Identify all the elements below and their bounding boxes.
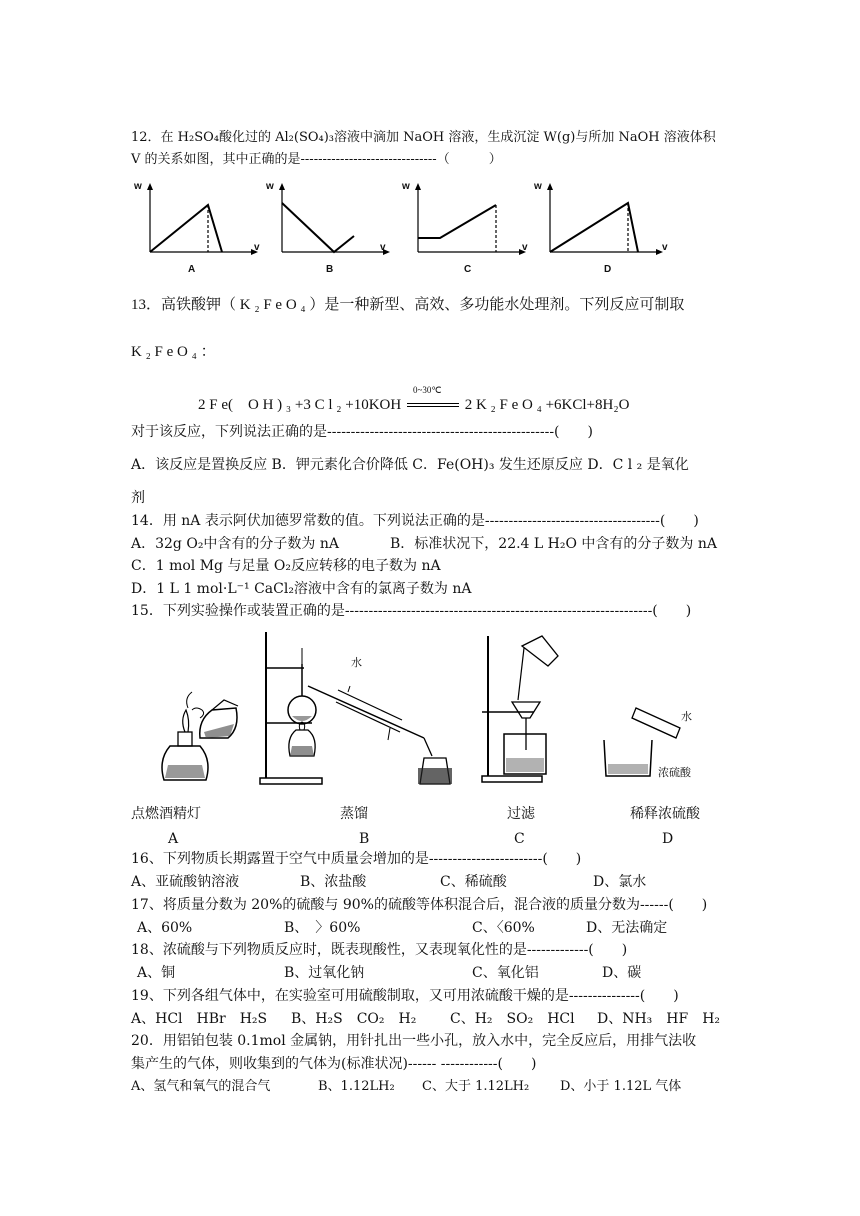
caption-c: 过滤 (507, 806, 535, 822)
graph-c-plot (398, 178, 528, 278)
q18-option-b: B、过氧化钠 (284, 965, 365, 981)
q18-line1: 18、浓硫酸与下列物质反应时，既表现酸性，又表现氧化性的是-------------( ) (131, 942, 628, 958)
q13-eq-arrow (405, 384, 461, 413)
q17-option-a: A、60% (137, 920, 193, 936)
q13-line1: 13．高铁酸钾（ K ₂ F e O ₄ ）是一种新型、高效、多功能水处理剂。下列反应可制取 (131, 297, 685, 313)
q20-option-b: B、1.12LH₂ (318, 1079, 395, 1094)
q13-line3: 对于该反应，下列说法正确的是------------------------------------------------( ) (131, 424, 593, 440)
letter-a: A (168, 831, 179, 847)
q16-option-c: C、稀硫酸 (440, 874, 507, 890)
q12-line2: V 的关系如图，其中正确的是-------------------------------（ ） (131, 152, 502, 167)
graph-b-letter: B (326, 264, 334, 275)
distillation-figure (252, 628, 452, 788)
q14-line1: 14．用 nA 表示阿伏加德罗常数的值。下列说法正确的是-------------------------------------( ) (131, 513, 699, 529)
q14-option-a: A．32g O₂中含有的分子数为 nA (131, 536, 340, 552)
q17-option-c: C、〈60% (472, 920, 535, 936)
dilution-water-label: 水 (681, 710, 692, 723)
q19-option-a: A、HCl HBr H₂S (131, 1011, 268, 1027)
graph-a-v-label: v (254, 242, 260, 253)
graph-d-letter: D (604, 264, 612, 275)
q18-option-d: D、碳 (602, 965, 642, 981)
q16-option-b: B、浓盐酸 (300, 874, 367, 890)
q13-line4: A．该反应是置换反应 B．钾元素化合价降低 C．Fe(OH)₃ 发生还原反应 D．C l ₂ 是氧化 (131, 457, 689, 473)
caption-b: 蒸馏 (340, 806, 368, 822)
distillation-water-label: 水 (351, 656, 362, 669)
graph-c-w-label: w (402, 181, 410, 192)
q17-line1: 17、将质量分数为 20%的硫酸与 90%的硫酸等体积混合后，混合液的质量分数为------( ) (131, 897, 708, 913)
q18-option-c: C、氧化铝 (472, 965, 539, 981)
letter-c: C (514, 831, 525, 847)
letter-d: D (662, 831, 674, 847)
caption-d: 稀释浓硫酸 (630, 806, 700, 822)
graph-a-letter: A (188, 264, 196, 275)
q16-option-a: A、亚硫酸钠溶液 (131, 874, 240, 890)
graph-b-w-label: w (266, 181, 274, 192)
q15-line1: 15．下列实验操作或装置正确的是-----------------------------------------------------------------( ) (131, 603, 692, 619)
graph-a-w-label: w (134, 181, 142, 192)
caption-a: 点燃酒精灯 (131, 806, 201, 822)
filtration-figure (476, 634, 576, 784)
graph-d-v-label: v (662, 242, 668, 253)
graph-c-v-label: v (522, 242, 528, 253)
q16-line1: 16、下列物质长期露置于空气中质量会增加的是------------------------( ) (131, 851, 582, 867)
q13-line2: K ₂ F e O ₄ ： (131, 344, 216, 360)
q20-line1: 20．用铝铂包装 0.1mol 金属钠，用针扎出一些小孔，放入水中，完全反应后，用排气法收 (131, 1033, 697, 1049)
q19-option-b: B、H₂S CO₂ H₂ (291, 1011, 417, 1027)
q20-option-a: A、氢气和氧气的混合气 (131, 1079, 271, 1094)
graph-d-w-label: w (534, 181, 542, 192)
q19-option-c: C、H₂ SO₂ HCl (450, 1011, 575, 1027)
q20-line2: 集产生的气体，则收集到的气体为(标准状况)------ ------------( ) (131, 1056, 537, 1072)
q14-option-d: D．1 L 1 mol·L⁻¹ CaCl₂溶液中含有的氯离子数为 nA (131, 581, 472, 597)
q17-option-b: B、 〉60% (284, 920, 361, 936)
graph-a-plot (130, 178, 260, 278)
q17-option-d: D、无法确定 (586, 920, 668, 936)
graph-b-v-label: v (380, 242, 386, 253)
q14-option-c: C．1 mol Mg 与足量 O₂反应转移的电子数为 nA (131, 558, 441, 574)
graph-b (262, 178, 392, 278)
q16-option-d: D、氯水 (593, 874, 647, 890)
graph-a (130, 178, 260, 278)
alcohol-lamp-figure (150, 680, 250, 790)
q13-equation (198, 384, 630, 414)
q19-line1: 19、下列各组气体中，在实验室可用硫酸制取，又可用浓硫酸干燥的是---------------( ) (131, 988, 679, 1004)
q13-condition: 0~30℃ (412, 384, 442, 395)
q14-option-b: B．标准状况下，22.4 L H₂O 中含有的分子数为 nA (390, 536, 717, 552)
q19-option-d: D、NH₃ HF H₂ (597, 1011, 721, 1027)
letter-b: B (359, 831, 370, 847)
q13-eq-left: 2 F e( O H ) ₃ +3 C l ₂ +10KOH (198, 397, 402, 413)
graph-d (530, 178, 668, 278)
graph-d-plot (530, 178, 670, 278)
q20-option-c: C、大于 1.12LH₂ (422, 1079, 530, 1094)
q13-line5: 剂 (131, 490, 145, 506)
q20-option-d: D、小于 1.12L 气体 (560, 1079, 682, 1094)
q18-option-a: A、铜 (137, 965, 176, 981)
dilution-acid-label: 浓硫酸 (658, 766, 691, 779)
graph-c-letter: C (464, 264, 472, 275)
graph-c (398, 178, 528, 278)
q12-line1: 12．在 H₂SO₄酸化过的 Al₂(SO₄)₃溶液中滴加 NaOH 溶液，生成沉淀 W(g)与所加 NaOH 溶液体积 (131, 130, 716, 145)
q13-eq-right: 2 K ₂ F e O ₄ +6KCl+8H₂O (464, 397, 630, 413)
graph-b-plot (262, 178, 392, 278)
